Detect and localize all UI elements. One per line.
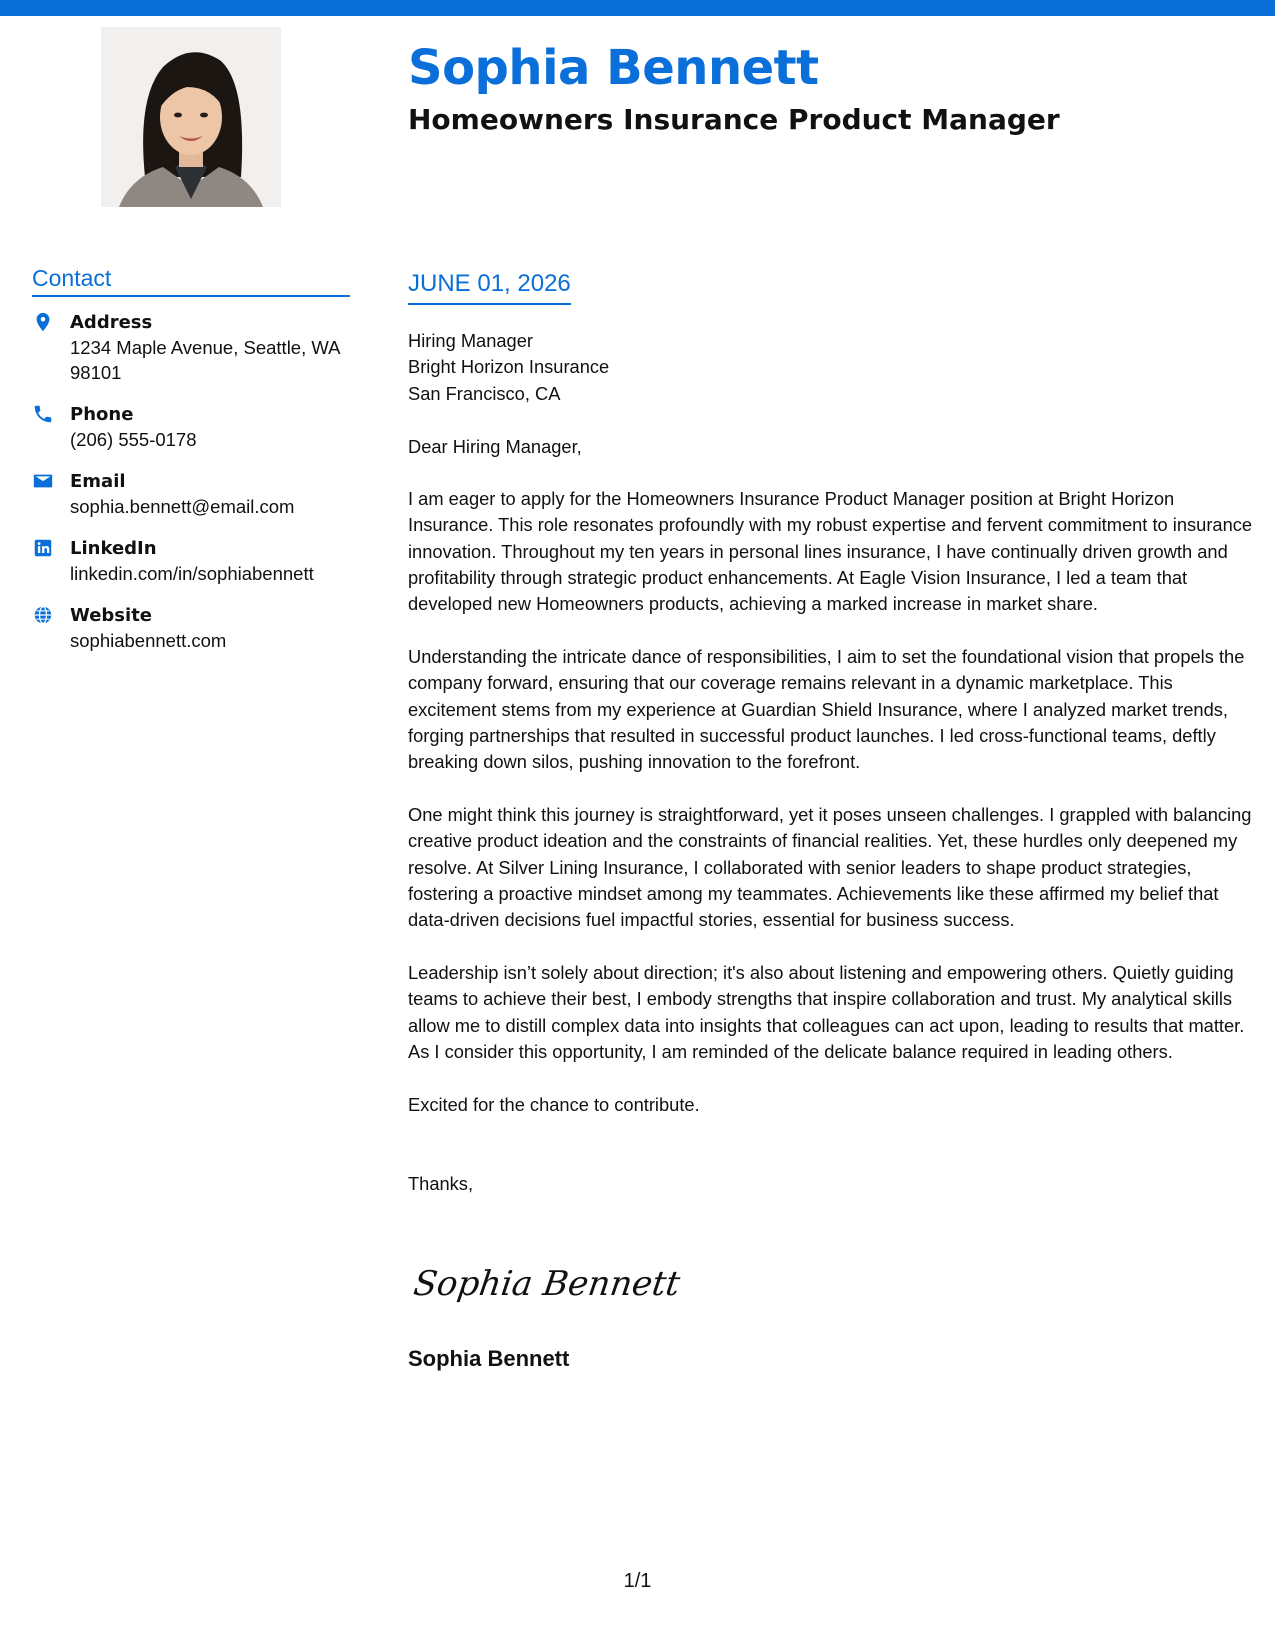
contact-item-address	[32, 310, 362, 385]
envelope-icon	[32, 470, 54, 492]
top-accent-bar	[0, 0, 1275, 16]
email-label: Email	[70, 471, 126, 492]
phone-icon	[32, 403, 54, 425]
contact-item-linkedin	[32, 536, 362, 586]
letter-paragraph: One might think this journey is straightforward, yet it poses unseen challenges. I grappled with balancing creative product ideation and the constraints of financial realities. Yet, these hurdles only deepened my resolve. At Silver Lining Insurance, I collaborated with senior leaders to shape product strategies, fostering a proactive mindset among my teammates. Achievements like these affirmed my belief that data-driven decisions fuel impactful stories, essential for business success.	[408, 804, 1252, 931]
avatar	[101, 27, 281, 207]
signed-name: Sophia Bennett	[408, 1346, 570, 1371]
website-value[interactable]: sophiabennett.com	[70, 630, 227, 651]
contact-heading: Contact	[32, 266, 350, 297]
signature-text: Sophia Bennett	[411, 1264, 683, 1304]
phone-value: (206) 555-0178	[70, 429, 197, 450]
job-title: Homeowners Insurance Product Manager	[408, 103, 1060, 136]
linkedin-icon	[32, 537, 54, 559]
website-label: Website	[70, 605, 153, 626]
salutation: Dear Hiring Manager,	[408, 435, 582, 457]
sign-off: Thanks,	[408, 1173, 474, 1195]
contact-item-website	[32, 603, 362, 653]
linkedin-value[interactable]: linkedin.com/in/sophiabennett	[70, 563, 314, 584]
signature-image	[411, 1255, 683, 1315]
page-number: 1/1	[623, 1570, 652, 1592]
location-pin-icon	[32, 311, 54, 333]
contact-item-email	[32, 469, 362, 519]
contact-list	[32, 310, 362, 670]
letter-body	[408, 328, 1253, 1197]
recipient-name: Hiring Manager	[408, 330, 533, 351]
recipient-location: San Francisco, CA	[408, 382, 561, 404]
globe-icon	[32, 604, 54, 626]
letter-date: JUNE 01, 2026	[408, 271, 571, 305]
letter-paragraph: Understanding the intricate dance of responsibilities, I aim to set the foundational vision that propels the company forward, ensuring that our coverage remains relevant in a dynamic marketplace. This excitement stems from my experience at Guardian Shield Insurance, where I analyzed market trends, forging partnerships that resulted in successful product launches. I led cross-functional teams, deftly breaking down silos, pushing innovation to the forefront.	[408, 646, 1245, 773]
address-label: Address	[70, 312, 153, 333]
linkedin-label: LinkedIn	[70, 538, 157, 559]
recipient-block	[408, 328, 1253, 407]
closing-line: Excited for the chance to contribute.	[408, 1093, 700, 1115]
applicant-name: Sophia Bennett	[408, 40, 819, 96]
phone-label: Phone	[70, 404, 134, 425]
recipient-company: Bright Horizon Insurance	[408, 356, 610, 378]
letter-paragraph: I am eager to apply for the Homeowners Insurance Product Manager position at Bright Horizon Insurance. This role resonates profoundly with my robust expertise and fervent commitment to insurance innovation. Throughout my ten years in personal lines insurance, I have continually driven growth and profitability through strategic product enhancements. At Eagle Vision Insurance, I led a team that developed new Homeowners products, achieving a marked increase in market share.	[408, 488, 1253, 615]
email-value[interactable]: sophia.bennett@email.com	[70, 496, 295, 517]
letter-paragraph: Leadership isn’t solely about direction; it's also about listening and empowering others. Quietly guiding teams to achieve their best, I embody strengths that inspire collaboration and trust. My analytical skills allow me to distill complex data into insights that colleagues can act upon, leading to results that matter. As I consider this opportunity, I am reminded of the delicate balance required in leading others.	[408, 962, 1245, 1063]
address-value: 1234 Maple Avenue, Seattle, WA 98101	[70, 337, 340, 383]
contact-item-phone	[32, 402, 362, 452]
